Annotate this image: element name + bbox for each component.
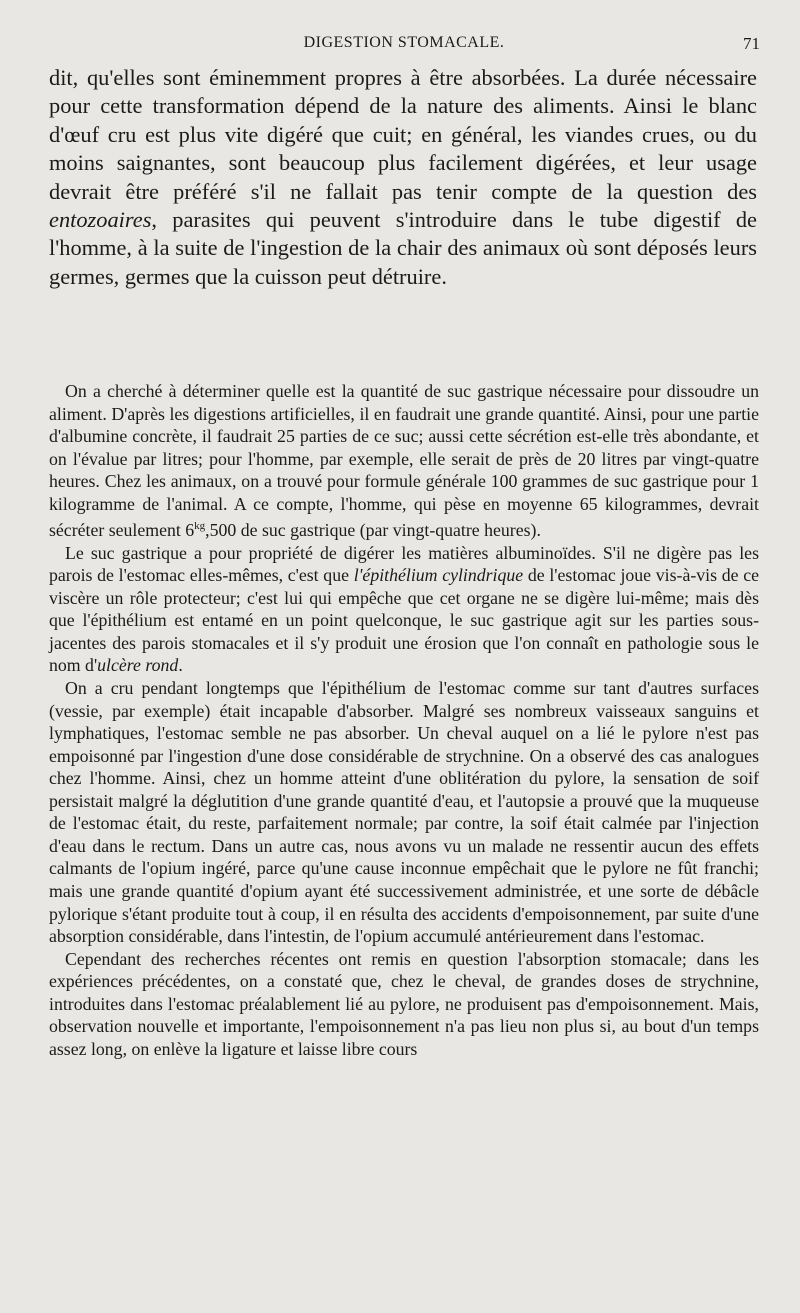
page-number: 71	[743, 34, 760, 53]
page-header	[48, 34, 760, 60]
italic-term: l'épithélium cylindrique	[353, 565, 524, 586]
italic-term: entozoaires	[49, 207, 152, 233]
paragraph-recherches: Cependant des recherches récentes ont remis en question l'absorption stomacale; dans les expériences précédentes, on a constaté que, chez le cheval, de grandes doses de strychnine, introduites dans l'estomac préalablement lié au pylore, ne produisent pas d'empoisonnement. Mais, observation nouvelle et importante, l'empoisonnement n'a pas lieu non plus si, au bout d'un temps assez long, on enlève la ligature et laisse libre cours	[49, 948, 759, 1059]
paragraph-text: .	[178, 655, 183, 676]
paragraph-suc-propriete	[49, 542, 759, 677]
paragraph-text: , parasites qui peuvent s'introduire dans le tube digestif de l'homme, à la suite de l'ingestion de la chair des animaux où sont déposés leurs germes, germes que la cuisson peut détruire.	[49, 207, 757, 289]
paragraph-text: de l'estomac joue vis-à-vis de ce viscère un rôle protecteur; c'est lui qui empêche que cet organe ne se digère lui-même; mais dès que l'épithélium est entamé en un point quelconque, le suc gastrique agit sur les parties sous-jacentes des parois stomacales et il s'y produit une érosion que l'on connaît en pathologie sous le nom d'	[49, 565, 759, 676]
paragraph-text: Le suc gastrique a pour propriété de digérer les matières albuminoïdes. S'il ne digère pas les parois de l'estomac elles-mêmes, c'est que	[49, 542, 759, 586]
paragraph-absorption: On a cru pendant longtemps que l'épithélium de l'estomac comme sur tant d'autres surfaces (vessie, par exemple) était incapable d'absorber. Malgré ses nombreux vaisseaux sanguins et lymphatiques, l'estomac semble ne pas absorber. Un cheval auquel on a lié le pylore n'est pas empoisonné par l'ingestion d'une dose considérable de strychnine. On a observé des cas analogues chez l'homme. Ainsi, chez un homme atteint d'une oblitération du pylore, la sensation de soif persistait malgré la déglutition d'une grande quantité d'eau, et l'autopsie a prouvé que la muqueuse de l'estomac était, du reste, parfaitement normale; par contre, la soif était calmée par l'injection d'eau dans le rectum. Dans un autre cas, nous avons vu un malade ne ressentir aucun des effets calmants de l'opium ingéré, parce qu'une cause inconnue empêchait que le pylore ne fût franchi; mais une grande quantité d'opium ayant été successivement administrée, et une sorte de débâcle pylorique s'étant produite tout à coup, il en résulta des accidents d'empoisonnement, par suite d'une absorption considérable, dans l'intestin, de l'opium accumulé antérieurement dans l'estomac.	[49, 678, 759, 947]
paragraph-suc-quantite	[49, 380, 759, 542]
paragraph-text: ,500 de suc gastrique (par vingt-quatre heures).	[205, 520, 541, 541]
small-text-block	[49, 380, 759, 1060]
italic-term: ulcère rond	[97, 655, 179, 676]
paragraph-text: On a cherché à déterminer quelle est la quantité de suc gastrique nécessaire pour dissoudre un aliment. D'après les digestions artificielles, il en faudrait une grande quantité. Ainsi, pour une partie d'albumine concrète, il faudrait 25 parties de ce suc; aussi cette sécrétion est-elle très abondante, et on l'évalue par litres; pour l'homme, par exemple, elle serait de près de 20 litres par vingt-quatre heures. Chez les animaux, on a trouvé pour formule générale 100 grammes de suc gastrique pour 1 kilogramme de l'animal. A ce compte, l'homme, qui pèse en moyenne 65 kilogrammes, devrait sécréter seulement 6	[49, 381, 759, 541]
paragraph-text: dit, qu'elles sont éminemment propres à être absorbées. La durée nécessaire pour cette transformation dépend de la nature des aliments. Ainsi le blanc d'œuf cru est plus vite digéré que cuit; en général, les viandes crues, ou du moins saignantes, sont beaucoup plus facilement digérées, et leur usage devrait être préféré s'il ne fallait pas tenir compte de la question des	[49, 65, 757, 204]
running-title: DIGESTION STOMACALE.	[303, 34, 505, 51]
paragraph-large-text	[49, 64, 757, 291]
unit-superscript: kg	[194, 520, 206, 533]
